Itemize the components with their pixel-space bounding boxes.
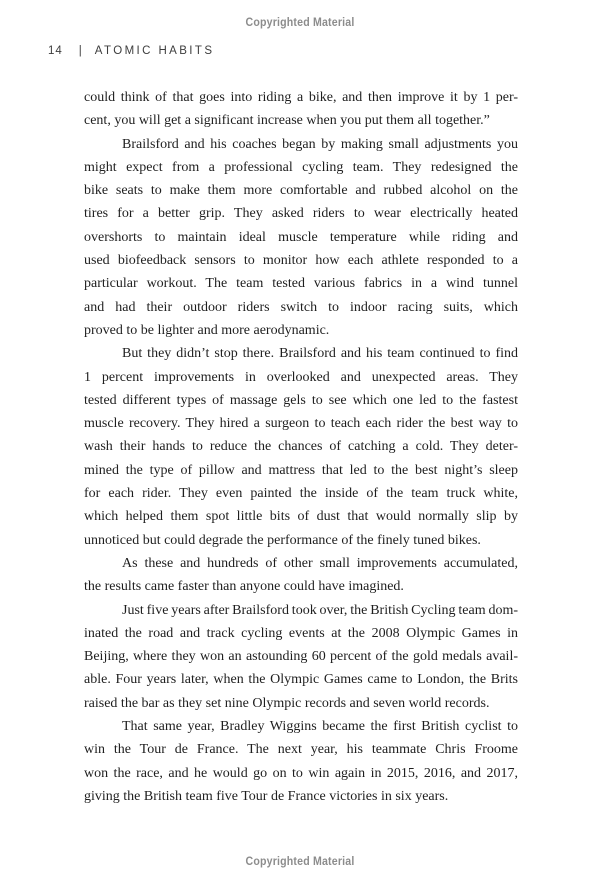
- page-text: [84, 86, 518, 808]
- copyright-notice-bottom: Copyrighted Material: [245, 856, 355, 868]
- text-line: proved to be lighter and more aerodynamic.: [84, 322, 330, 338]
- book-title: ATOMIC HABITS: [94, 45, 215, 57]
- text-line: Brailsford and his coaches began by making small adjustments you: [122, 136, 518, 152]
- text-line: won the race, and he would go on to win again in 2015, 2016, and 2017,: [84, 765, 518, 781]
- text-line: overshorts to maintain ideal muscle temperature while riding and: [84, 229, 518, 245]
- paragraph: [84, 342, 518, 552]
- paragraph: [84, 133, 518, 343]
- text-line: tires for a better grip. They asked riders to wear electrically heated: [84, 206, 518, 222]
- text-line: giving the British team five Tour de France victories in six years.: [84, 788, 449, 804]
- text-line: which helped them spot little bits of dust that would normally slip by: [84, 509, 518, 525]
- paragraph: [84, 715, 518, 808]
- text-line: win the Tour de France. The next year, his teammate Chris Froome: [84, 742, 518, 758]
- text-line: Just five years after Brailsford took over, the British Cycling team dom-: [122, 602, 518, 618]
- text-line: Beijing, where they won an astounding 60 percent of the gold medals avail-: [84, 649, 518, 665]
- text-line: tested different types of massage gels to see which one led to the fastest: [84, 392, 518, 408]
- text-line: could think of that goes into riding a bike, and then improve it by 1 per-: [84, 90, 518, 105]
- text-line: for each rider. They even painted the inside of the team truck white,: [84, 486, 518, 502]
- text-line: the results came faster than anyone could have imagined.: [84, 579, 404, 595]
- text-line: used biofeedback sensors to monitor how each athlete responded to a: [84, 253, 518, 269]
- text-line: 1 percent improvements in overlooked and unexpected areas. They: [84, 369, 518, 385]
- paragraph: [84, 552, 518, 599]
- text-line: mined the type of pillow and mattress that led to the best night’s sleep: [84, 462, 518, 478]
- copyright-notice-top: Copyrighted Material: [245, 17, 355, 29]
- text-line: particular workout. The team tested various fabrics in a wind tunnel: [84, 276, 518, 292]
- text-line: cent, you will get a significant increase when you put them all together.”: [84, 113, 490, 129]
- text-line: As these and hundreds of other small improvements accumulated,: [122, 555, 518, 571]
- text-line: bike seats to make them more comfortable and rubbed alcohol on the: [84, 183, 518, 199]
- text-line: and had their outdoor riders switch to indoor racing suits, which: [84, 299, 518, 315]
- text-line: But they didn’t stop there. Brailsford and his team continued to find: [122, 346, 518, 362]
- text-line: muscle recovery. They hired a surgeon to teach each rider the best way to: [84, 416, 518, 432]
- text-line: unnoticed but could degrade the performance of the finely tuned bikes.: [84, 532, 481, 548]
- text-line: might expect from a professional cycling team. They redesigned the: [84, 159, 518, 175]
- running-header: [48, 45, 214, 57]
- page-number: 14: [48, 45, 63, 57]
- text-line: raised the bar as they set nine Olympic records and seven world records.: [84, 695, 490, 711]
- text-line: wash their hands to reduce the chances of catching a cold. They deter-: [84, 439, 518, 455]
- text-line: inated the road and track cycling events at the 2008 Olympic Games in: [84, 625, 518, 641]
- header-separator: |: [78, 45, 82, 57]
- text-line: able. Four years later, when the Olympic Games came to London, the Brits: [84, 672, 518, 688]
- paragraph: [84, 599, 518, 715]
- text-line: That same year, Bradley Wiggins became the first British cyclist to: [122, 719, 518, 735]
- paragraph: [84, 86, 518, 133]
